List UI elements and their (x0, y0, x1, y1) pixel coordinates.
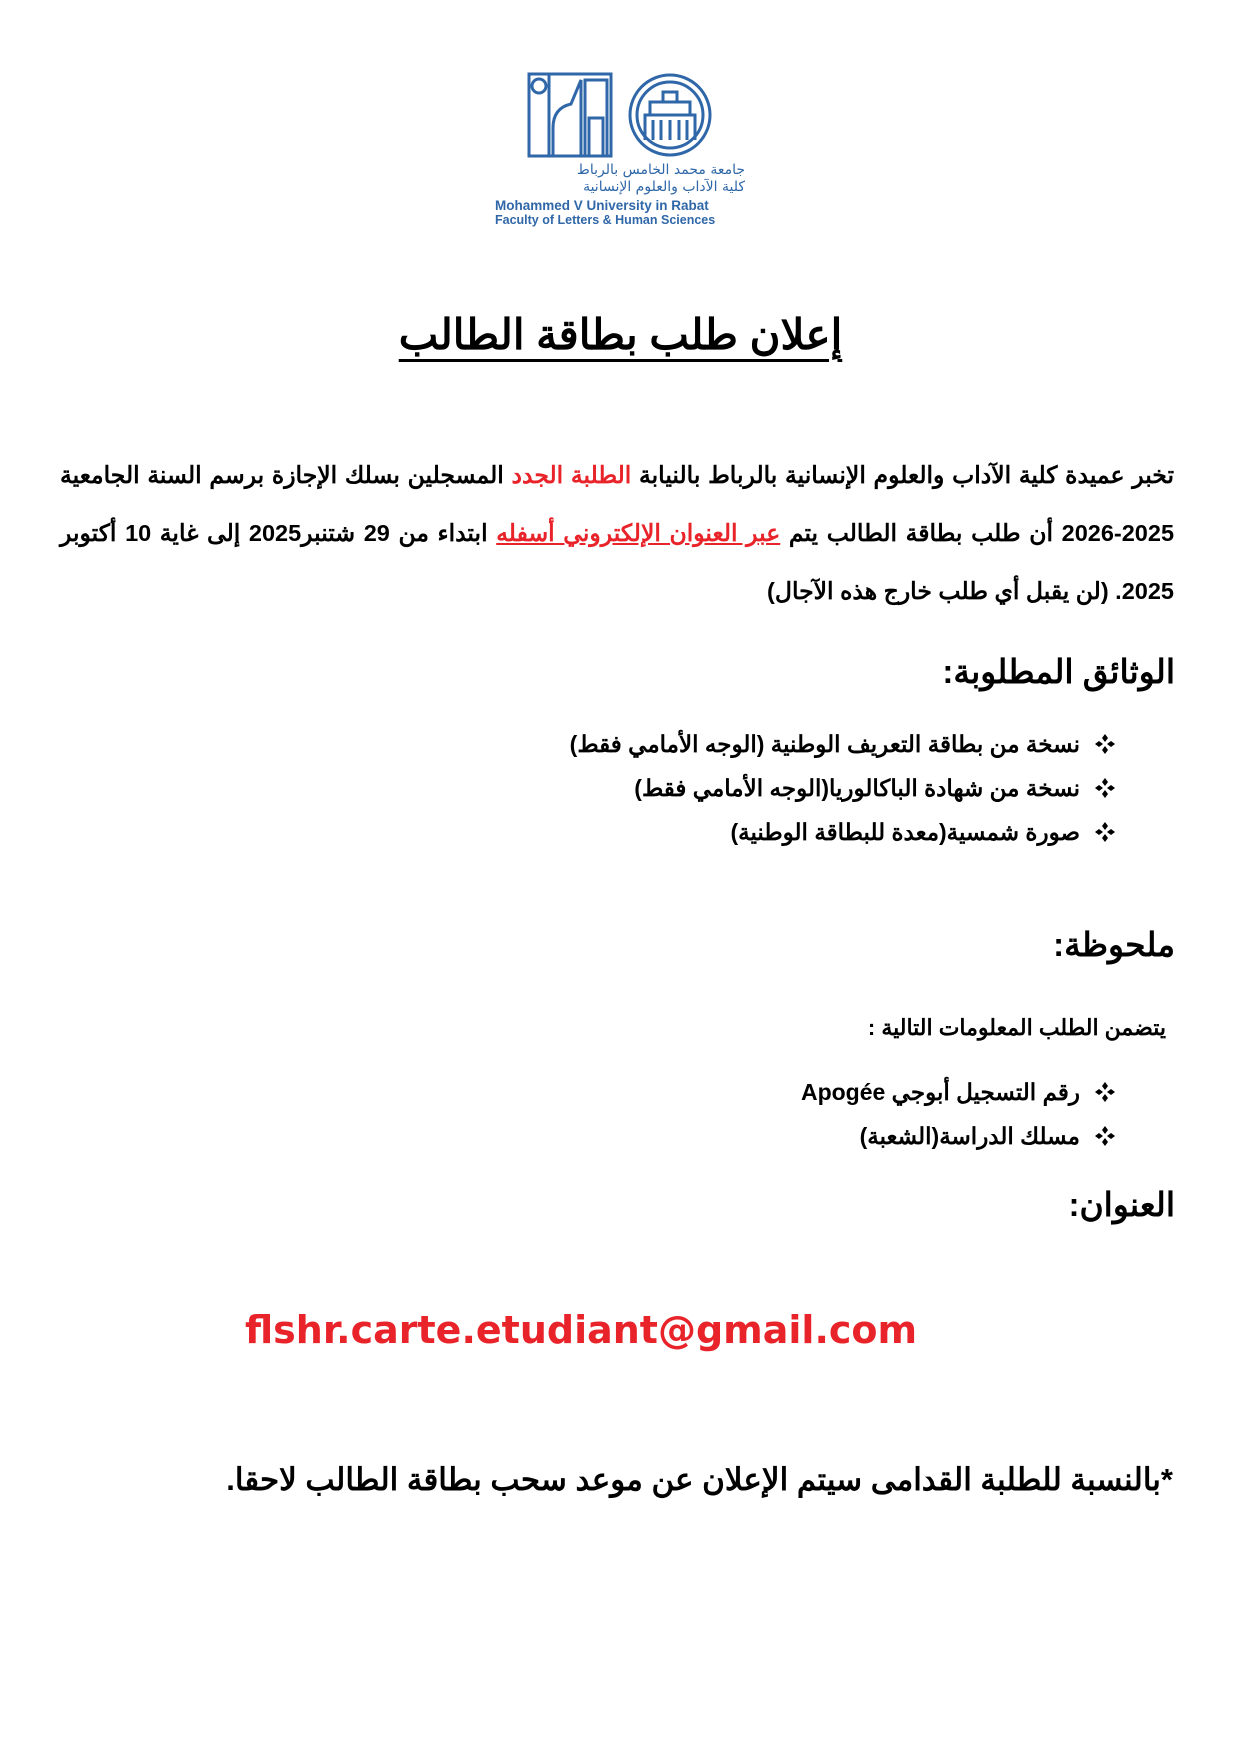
note-heading: ملحوظة: (1053, 926, 1175, 963)
list-item (570, 766, 1116, 810)
document-item-1: نسخة من بطاقة التعريف الوطنية (الوجه الأمامي فقط) (569, 730, 1080, 757)
page-title-text: إعلان طلب بطاقة الطالب (398, 311, 843, 358)
list-item (570, 810, 1116, 854)
paragraph-part-3: ابتداء من 29 شتنبر2025 إلى غاية 10 أكتوبر 2025. (لن يقبل أي طلب خارج هذه الآجال) (60, 520, 1174, 604)
logo-university-name-en: Mohammed V University in Rabat (495, 198, 709, 213)
note-list (801, 1070, 1116, 1158)
documents-heading: الوثائق المطلوبة: (942, 653, 1175, 690)
email-link[interactable]: flshr.carte.etudiant@gmail.com (245, 1308, 918, 1352)
university-emblem-icon (525, 70, 715, 160)
logo-university-name-ar: جامعة محمد الخامس بالرباط (576, 162, 745, 178)
logo-faculty-name-en: Faculty of Letters & Human Sciences (495, 213, 716, 227)
four-diamond-bullet-icon (1094, 821, 1116, 843)
document-item-3: صورة شمسية(معدة للبطاقة الوطنية) (730, 818, 1080, 845)
list-item (570, 722, 1116, 766)
documents-list (570, 722, 1116, 854)
document-item-2: نسخة من شهادة الباكالوريا(الوجه الأمامي فقط) (634, 774, 1080, 801)
old-students-note: *بالنسبة للطلبة القدامى سيتم الإعلان عن موعد سحب بطاقة الطالب لاحقا. (226, 1462, 1173, 1497)
university-logo (495, 70, 745, 240)
note-item-1: رقم التسجيل أبوجي Apogée (800, 1078, 1080, 1105)
list-item (801, 1070, 1116, 1114)
announcement-paragraph (60, 446, 1174, 620)
four-diamond-bullet-icon (1094, 733, 1116, 755)
note-item-2: مسلك الدراسة(الشعبة) (859, 1122, 1080, 1149)
paragraph-part-2: المسجلين بسلك الإجازة برسم السنة الجامعية 2025-2026 أن طلب بطاقة الطالب يتم (60, 462, 1175, 546)
address-heading: العنوان: (1068, 1186, 1175, 1223)
four-diamond-bullet-icon (1094, 1125, 1116, 1147)
logo-faculty-name-ar: كلية الآداب والعلوم الإنسانية (583, 179, 745, 195)
paragraph-part-1: تخبر عميدة كلية الآداب والعلوم الإنسانية بالرباط بالنيابة (631, 462, 1174, 488)
new-students-highlight: الطلبة الجدد (511, 462, 632, 488)
note-intro: يتضمن الطلب المعلومات التالية : (867, 1015, 1166, 1040)
page-title (0, 310, 1241, 359)
email-address-highlight: عبر العنوان الإلكتروني أسفله (496, 520, 781, 546)
four-diamond-bullet-icon (1094, 777, 1116, 799)
list-item (801, 1114, 1116, 1158)
four-diamond-bullet-icon (1094, 1081, 1116, 1103)
